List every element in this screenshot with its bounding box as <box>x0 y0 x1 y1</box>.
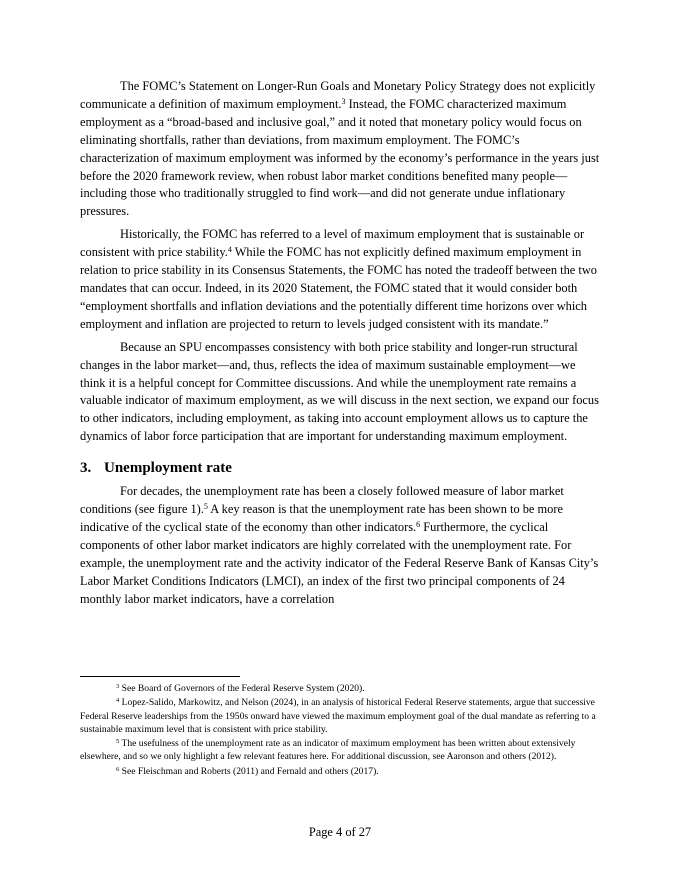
body-text <box>80 78 600 613</box>
footnote-divider <box>80 676 240 677</box>
section-heading <box>80 458 600 478</box>
paragraph-text: Instead, the FOMC characterized maximum employment as a “broad-based and inclusive goal,” and it noted that monetary policy would focus on eliminating shortfalls, rather than deviations, from maximum employment. The FOMC’s characterization of maximum employment was informed by the economy’s performance in the years just before the 2020 framework review, when robust labor market conditions benefited many people—including those who traditionally struggled to find work—and did not generate undue inflationary pressures. <box>80 96 600 219</box>
footnote-number: 3 <box>116 683 120 691</box>
footnote-number: 5 <box>116 738 120 746</box>
footnote <box>80 765 600 778</box>
footnote <box>80 696 600 736</box>
footnote-text: See Fleischman and Roberts (2011) and Fernald and others (2017). <box>119 765 379 777</box>
footnote-number: 6 <box>116 765 120 773</box>
paragraph <box>80 78 600 221</box>
paragraph-text: A key reason is that the unemployment rate has been shown to be more indicative of the cyclical state of the economy than other indicators. <box>80 502 563 534</box>
paragraph-text: Historically, the FOMC has referred to a level of maximum employment that is sustainable or consistent with price stability. <box>80 227 585 260</box>
paragraph <box>80 226 600 333</box>
paragraph <box>80 483 600 608</box>
paragraph-text: Because an SPU encompasses consistency with both price stability and longer-run structural changes in the labor market—and, thus, reflects the idea of maximum sustainable employment—we think it is a helpful concept for Committee discussions. And while the unemployment rate remains a valuable indicator of maximum employment, as we will discuss in the next section, we expand our focus to other indicators, including employment, as taking into account employment allows us to capture the dynamics of labor force participation that are important for understanding maximum employment. <box>80 339 599 444</box>
footnote-ref[interactable]: 3 <box>341 96 346 106</box>
paragraph-text: Furthermore, the cyclical components of other labor market indicators are highly correlated with the unemployment rate. For example, the unemployment rate and the activity indicator of the Federal Reserve Bank of Kansas City’s Labor Market Conditions Indicators (LMCI), an index of the first two principal components of 24 monthly labor market indicators, have a correlation <box>80 519 599 606</box>
footnote-number: 4 <box>116 697 120 705</box>
footnote <box>80 737 600 764</box>
paragraph-text: For decades, the unemployment rate has been a closely followed measure of labor market conditions (see figure 1). <box>80 484 564 517</box>
paragraph-text: The FOMC’s Statement on Longer-Run Goals and Monetary Policy Strategy does not explicitly communicate a definition of maximum employment. <box>80 79 596 111</box>
footnote-ref[interactable]: 4 <box>227 245 232 255</box>
paragraph <box>80 339 600 446</box>
footnote-text: The usefulness of the unemployment rate as an indicator of maximum employment has been written about extensively elsewhere, and so we only highlight a few relevant features here. For additional discussion, see Aaronson and others (2012). <box>80 738 576 763</box>
footnote-text: Lopez-Salido, Markowitz, and Nelson (2024), in an analysis of historical Federal Reserve statements, argue that successive Federal Reserve leaderships from the 1950s onward have viewed the maximum employment goal of the dual mandate as referring to a sustainable maximum level that is consistent with price stability. <box>80 697 596 735</box>
section-number: 3. <box>80 460 92 477</box>
footnote-ref[interactable]: 5 <box>203 502 208 512</box>
footnotes <box>80 682 600 779</box>
footnote <box>80 682 600 695</box>
footnote-ref[interactable]: 6 <box>416 519 421 529</box>
footnote-text: See Board of Governors of the Federal Reserve System (2020). <box>119 683 365 694</box>
section-title: Unemployment rate <box>104 460 232 477</box>
paragraph-text: While the FOMC has not explicitly defined maximum employment in relation to price stability in its Consensus Statements, the FOMC has noted the tradeoff between the two mandates that can occur. Indeed, in its 2020 Statement, the FOMC stated that it would consider both “employment shortfalls and inflation deviations and the potentially different time horizons over which employment and inflation are projected to return to levels judged consistent with its mandate.” <box>80 245 597 331</box>
page-number: Page 4 of 27 <box>308 825 372 839</box>
